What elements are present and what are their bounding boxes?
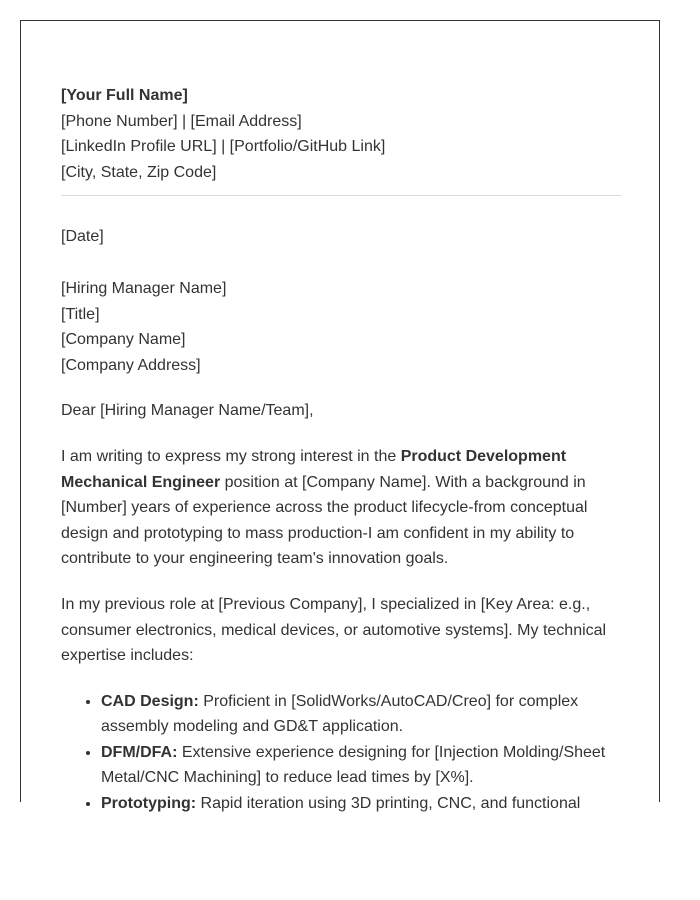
letter-page bbox=[20, 20, 660, 813]
skill-label: CAD Design: bbox=[101, 692, 199, 710]
sender-location: [City, State, Zip Code] bbox=[61, 163, 217, 181]
sender-name: [Your Full Name] bbox=[61, 87, 188, 104]
recipient-address: [Company Address] bbox=[61, 356, 201, 374]
list-item bbox=[101, 740, 621, 791]
skill-label: DFM/DFA: bbox=[101, 743, 178, 761]
sender-header bbox=[61, 83, 621, 185]
list-item bbox=[101, 689, 621, 740]
skill-text: Extensive experience designing for [Injection Molding/Sheet Metal/CNC Machining] to reduce lead times by [X%]. bbox=[101, 743, 606, 787]
list-item bbox=[101, 791, 621, 817]
paragraph-experience: In my previous role at [Previous Company], I specialized in [Key Area: e.g., consumer electronics, medical devices, or automotive systems]. My technical expertise includes: bbox=[61, 595, 607, 665]
skill-text: Proficient in [SolidWorks/AutoCAD/Creo] for complex assembly modeling and GD&T application. bbox=[101, 692, 579, 736]
intro-text-before: I am writing to express my strong interest in the bbox=[61, 447, 401, 465]
recipient-company: [Company Name] bbox=[61, 331, 186, 349]
header-divider bbox=[61, 195, 621, 196]
recipient-block bbox=[61, 276, 621, 378]
salutation: Dear [Hiring Manager Name/Team], bbox=[61, 402, 314, 420]
sender-contact: [Phone Number] | [Email Address] bbox=[61, 112, 302, 130]
sender-links: [LinkedIn Profile URL] | [Portfolio/GitHub Link] bbox=[61, 138, 386, 156]
recipient-title: [Title] bbox=[61, 305, 100, 323]
skills-list bbox=[61, 689, 621, 817]
spacer bbox=[61, 378, 621, 398]
paragraph-intro bbox=[61, 444, 621, 572]
letter-content bbox=[61, 83, 621, 817]
role-title: Product Development Mechanical Engineer bbox=[61, 447, 567, 491]
skill-label: Prototyping: bbox=[101, 795, 197, 813]
intro-text-after: position at [Company Name]. With a background in [Number] years of experience across the product lifecycle-from conceptual design and prototyping to mass production-I am confident in my ability to contribute to your engineering team's innovation goals. bbox=[61, 473, 588, 568]
recipient-manager: [Hiring Manager Name] bbox=[61, 279, 227, 297]
spacer bbox=[61, 250, 621, 276]
letter-date: [Date] bbox=[61, 228, 104, 246]
skill-text: Rapid iteration using 3D printing, CNC, and functional bbox=[196, 795, 581, 813]
